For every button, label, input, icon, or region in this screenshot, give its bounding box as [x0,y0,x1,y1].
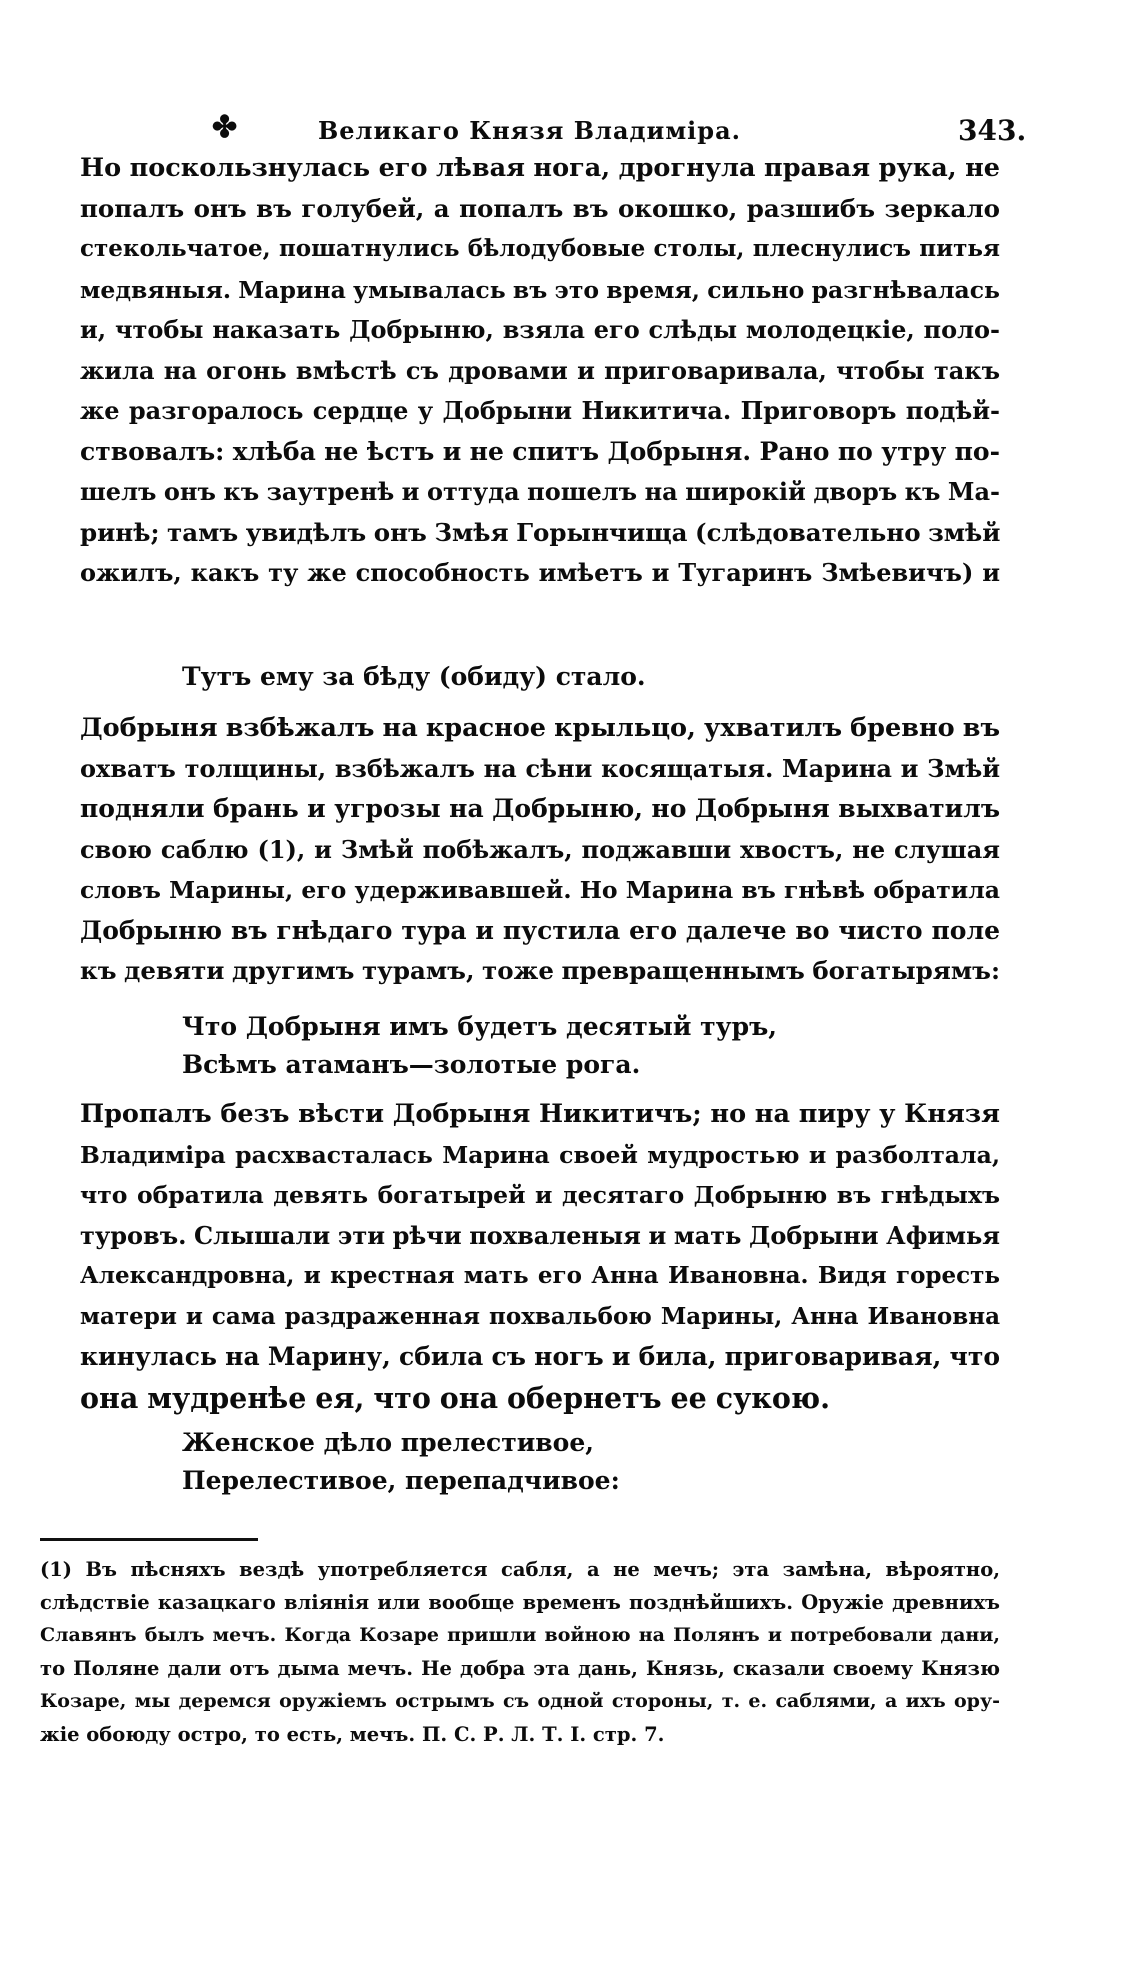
text-line: кинулась на Марину, сбила съ ногъ и била, приговаривая, что [80,1342,1000,1371]
text-line: медвяныя. Марина умывалась въ это время, сильно разгнѣвалась [80,275,1000,304]
running-head-title: Великаго Князя Владиміра. [318,116,741,145]
text-line: ожилъ, какъ ту же способность имѣетъ и Тугаринъ Змѣевичъ) и [80,558,1000,587]
footnote-line: слѣдствіе казацкаго вліянія или вообще временъ позднѣйшихъ. Оружіе древнихъ [40,1591,1000,1614]
text-line: туровъ. Слышали эти рѣчи похваленыя и мать Добрыни Афимья [80,1220,1000,1250]
running-head [0,110,1140,150]
footnote-line: жіе обоюду остро, то есть, мечъ. П. С. Р. Л. Т. І. стр. 7. [40,1723,665,1746]
verse-line: Всѣмъ атаманъ—золотые рога. [182,1050,641,1079]
text-line: Пропалъ безъ вѣсти Добрыня Никитичъ; но на пиру у Князя [80,1099,1000,1129]
verse-line: Тутъ ему за бѣду (обиду) стало. [182,662,646,691]
footnote-divider [40,1538,258,1541]
text-line: Добрыню въ гнѣдаго тура и пустила его далече во чисто поле [80,915,1000,945]
text-line: Александровна, и крестная мать его Анна Ивановна. Видя горесть [80,1262,1000,1289]
text-line: шелъ онъ къ заутренѣ и оттуда пошелъ на широкій дворъ къ Ма- [80,477,1000,506]
text-line: охватъ толщины, взбѣжалъ на сѣни косящатыя. Марина и Змѣй [80,753,1000,783]
footnote-line: (1) Въ пѣсняхъ вездѣ употребляется сабля, а не мечъ; эта замѣна, вѣроятно, [40,1558,1000,1581]
ornament-icon: ✤ [212,110,238,145]
footnote-line: то Поляне дали отъ дыма мечъ. Не добра эта дань, Князь, сказали своему Князю [40,1657,1000,1680]
footnote [40,1553,1000,1751]
verse-line: Перелестивое, перепадчивое: [182,1466,620,1495]
text-line: она мудренѣе ея, что она обернетъ ее сукою. [80,1380,831,1415]
text-line: что обратила девять богатырей и десятаго Добрыню въ гнѣдыхъ [80,1181,1000,1209]
text-line: Добрыня взбѣжалъ на красное крыльцо, ухватилъ бревно въ [80,713,1000,743]
text-line: матери и сама раздраженная похвальбою Марины, Анна Ивановна [80,1302,1000,1330]
text-line: стекольчатое, пошатнулись бѣлодубовые столы, плеснулисъ питья [80,235,1000,262]
text-line: же разгоралось сердце у Добрыни Никитича. Приговоръ подѣй- [80,396,1000,425]
verse-line: Что Добрыня имъ будетъ десятый туръ, [182,1012,777,1041]
text-line: словъ Марины, его удерживавшей. Но Марина въ гнѣвѣ обратила [80,876,1000,904]
verse-2 [182,1008,777,1084]
footnote-line: Козаре, мы деремся оружіемъ острымъ съ одной стороны, т. е. саблями, а ихъ ору- [40,1690,1000,1712]
paragraph-1 [80,148,1000,594]
text-line: Владиміра расхвасталась Марина своей мудростью и разболтала, [80,1140,1000,1169]
text-line: ствовалъ: хлѣба не ѣстъ и не спитъ Добрыня. Рано по утру по- [80,436,1000,466]
text-line last: къ девяти другимъ турамъ, тоже превращеннымъ богатырямъ: [80,956,1000,985]
text-line: жила на огонь вмѣстѣ съ дровами и приговаривала, чтобы такъ [80,355,1000,385]
verse-line: Женское дѣло прелестивое, [182,1428,594,1457]
paragraph-3 [80,1094,1000,1418]
footnote-line: Славянъ былъ мечъ. Когда Козаре пришли войною на Полянъ и потребовали дани, [40,1624,1000,1646]
verse-3 [182,1424,620,1500]
verse-1 [182,658,646,696]
text-line: и, чтобы наказать Добрыню, взяла его слѣды молодецкіе, поло- [80,315,1000,344]
text-line: ринѣ; тамъ увидѣлъ онъ Змѣя Горынчища (слѣдовательно змѣй [80,517,1001,547]
text-line: попалъ онъ въ голубей, а попалъ въ окошко, разшибъ зеркало [80,193,1000,223]
page-number: 343. [958,114,1027,147]
text-line: подняли брань и угрозы на Добрыню, но Добрыня выхватилъ [80,794,1000,823]
text-line: Но поскользнулась его лѣвая нога, дрогнула правая рука, не [80,153,1000,183]
text-line: свою саблю (1), и Змѣй побѣжалъ, поджавши хвостъ, не слушая [80,834,1000,864]
paragraph-2 [80,708,1000,992]
